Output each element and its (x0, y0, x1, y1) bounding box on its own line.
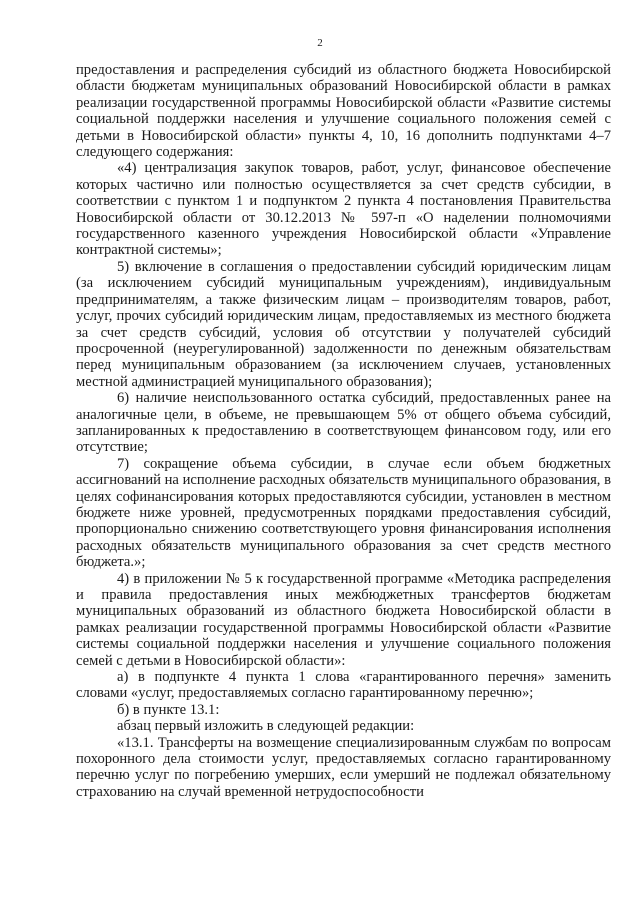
paragraph-item-4-appendix-5: 4) в приложении № 5 к государственной программе «Методика распределения и правила предоставления иных межбюджетных трансфертов бюджетам муниципальных образований из областного бюджета Новосибирской области в рамках реализации государственной программы Новосибирской области «Развитие системы социальной поддержки населения и улучшение социального положения семей с детьми в Новосибирской области»: (76, 570, 611, 669)
document-body (76, 62, 611, 800)
page-number: 2 (317, 37, 323, 49)
paragraph-subitem-6: 6) наличие неиспользованного остатка субсидий, предоставленных ранее на аналогичные цели, в объеме, не превышающем 5% от общего объема субсидий, запланированных к предоставлению в соответствующем финансовом году, или его отсутствие; (76, 390, 611, 456)
paragraph-subitem-4: «4) централизация закупок товаров, работ, услуг, финансовое обеспечение которых частично или полностью осуществляется за счет средств субсидии, в соответствии с пунктом 1 и подпунктом 2 пункта 4 постановления Правительства Новосибирской области от 30.12.2013 № 597-п «О наделении полномочиями государственного казенного учреждения Новосибирской области «Управление контрактной системы»; (76, 160, 611, 259)
paragraph-subitem-5: 5) включение в соглашения о предоставлении субсидий юридическим лицам (за исключением субсидий муниципальным учреждениям), индивидуальным предпринимателям, а также физическим лицам – производителям товаров, работ, услуг, прочих субсидий юридическим лицам, предоставляемых из местного бюджета за счет средств субсидий, условия об отсутствии у получателей субсидий просроченной (неурегулированной) задолженности по денежным обязательствам перед муниципальным образованием (за исключением случаев, установленных местной администрацией муниципального образования); (76, 258, 611, 390)
paragraph-subitem-7: 7) сокращение объема субсидии, в случае если объем бюджетных ассигнований на исполнение расходных обязательств муниципального образования, в целях софинансирования которых предоставляются субсидии, установлен в местном бюджете ниже уровней, предусмотренных порядками предоставления субсидий, пропорционально снижению соответствующего уровня финансирования исполнения расходных обязательств муниципального образования за счет средств местного бюджета.»; (76, 455, 611, 571)
paragraph-subitem-a: а) в подпункте 4 пункта 1 слова «гарантированного перечня» заменить словами «услуг, предоставляемых согласно гарантированному перечню»; (76, 669, 611, 702)
paragraph-first-clause-instruction: абзац первый изложить в следующей редакции: (117, 718, 415, 735)
paragraph-intro: предоставления и распределения субсидий из областного бюджета Новосибирской области бюджетам муниципальных образований Новосибирской области в рамках реализации государственной программы Новосибирской области «Развитие системы социальной поддержки населения и улучшение социального положения семей с детьми в Новосибирской области» пункты 4, 10, 16 дополнить подпунктами 4–7 следующего содержания: (76, 62, 611, 161)
paragraph-clause-13-1: «13.1. Трансферты на возмещение специализированным службам по вопросам похоронного дела стоимости услуг, предоставляемых согласно гарантированному перечню услуг по погребению умерших, если умерший не подлежал обязательному страхованию на случай временной нетрудоспособности (76, 734, 611, 800)
paragraph-subitem-b: б) в пункте 13.1: (117, 701, 220, 718)
